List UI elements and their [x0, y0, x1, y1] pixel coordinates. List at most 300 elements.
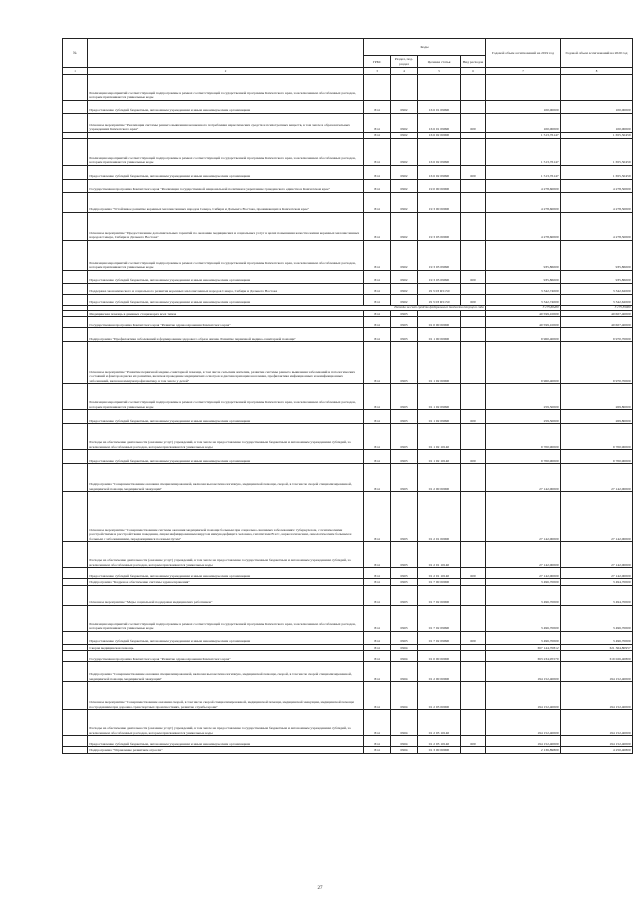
row-name-cell: Основное мероприятие "Развитие первичной медико-санитарной помощи, в том числе сельским жителям, развитие системы раннего выявления заболеваний и патологических состояний и факторов риска их развития, включая проведение медицинских осмотров и диспансеризации населения, профилактика инфекционных и неинфекционных заболеваний, включая иммунопрофилактику, в том числе у детей" — [88, 342, 364, 384]
table-row — [63, 271, 633, 284]
table-row — [63, 193, 633, 213]
table-row — [63, 410, 633, 424]
row-grbs-cell: 814 — [364, 464, 391, 492]
col-grbs-header: ГРБС — [364, 56, 391, 68]
row-number-cell — [63, 424, 88, 450]
row-section-cell: 0904 — [391, 644, 418, 650]
row-section-cell: 0903 — [391, 631, 418, 644]
table-row — [63, 424, 633, 450]
row-grbs-cell: 814 — [364, 410, 391, 424]
row-target-cell: 01 1 02 09990 — [418, 384, 461, 410]
row-section-cell: 0903 — [391, 542, 418, 568]
row-2020-cell: 3 494,70000 — [561, 585, 633, 605]
row-vr-cell — [461, 662, 486, 682]
row-name-cell: Предоставление субсидий бюджетным, автономным учреждениям и иным некоммерческим организациям — [88, 166, 364, 180]
row-2019-cell: 2 136,89800 — [486, 747, 561, 753]
row-name-cell: Подпрограмма "Кадровое обеспечение системы здравоохранения" — [88, 579, 364, 585]
row-section-cell: 0903 — [391, 492, 418, 542]
row-name-cell: Подпрограмма "Совершенствование оказания специализированной, включая высокотехнологичную, медицинской помощи, скорой, в том числе скорой специализированной, медицинской помощи, медицинской эвакуации" — [88, 662, 364, 682]
row-2020-cell: 27 142,00000 — [561, 492, 633, 542]
row-name-cell: Расходы на обеспечение деятельности (оказание услуг) учреждений, в том числе на предоставление государственным бюджетным и автономным учреждениям субсидий, за исключением обособленных расходов, которым присваиваются уникальные коды — [88, 542, 364, 568]
row-2019-cell: 194 152,40000 — [486, 710, 561, 736]
table-row — [63, 682, 633, 710]
row-grbs-cell: 814 — [364, 651, 391, 662]
row-vr-cell — [461, 710, 486, 736]
row-vr-cell — [461, 542, 486, 568]
row-2020-cell: 27 142,00000 — [561, 568, 633, 579]
row-2019-cell: 9 700,90000 — [486, 450, 561, 464]
row-section-cell: 0902 — [391, 180, 418, 193]
table-row — [63, 384, 633, 410]
row-section-cell: 0903 — [391, 410, 418, 424]
row-name-cell: Государственная программа Камчатского края "Развитие здравоохранения Камчатского края" — [88, 651, 364, 662]
column-index: 4 — [391, 68, 418, 74]
column-index: 6 — [461, 68, 486, 74]
row-2020-cell: 3 342,62000 — [561, 295, 633, 306]
row-number-cell — [63, 662, 88, 682]
row-section-cell: 0903 — [391, 579, 418, 585]
row-name-cell: Реализация мероприятий соответствующей подпрограммы в рамках соответствующей государственной программы Камчатского края, за исключением обособленных расходов, которым присваиваются уникальные коды — [88, 74, 364, 100]
table-row — [63, 450, 633, 464]
row-2020-cell: 27 142,00000 — [561, 542, 633, 568]
row-vr-cell: 600 — [461, 295, 486, 306]
row-name-cell: Подпрограмма "Совершенствование оказания специализированной, включая высокотехнологичную, медицинской помощи, скорой, в том числе скорой специализированной, медицинской помощи, медицинской эвакуации" — [88, 464, 364, 492]
row-target-cell: 01 7 02 09990 — [418, 605, 461, 631]
row-2020-cell: 935,86000 — [561, 271, 633, 284]
row-section-cell: 0903 — [391, 424, 418, 450]
row-vr-cell: 600 — [461, 410, 486, 424]
row-grbs-cell: 814 — [364, 328, 391, 342]
table-row — [63, 651, 633, 662]
row-name-cell: Предоставление субсидий бюджетным, автономным учреждениям и иным некоммерческим организациям — [88, 568, 364, 579]
row-target-cell: 19 3 03 R5150 — [418, 295, 461, 306]
row-vr-cell — [461, 605, 486, 631]
row-section-cell — [391, 74, 418, 100]
row-target-cell: 01 2 00 00000 — [418, 464, 461, 492]
table-row — [63, 317, 633, 328]
row-2019-cell: 1 513,76147 — [486, 139, 561, 166]
note-2020-cell: 3 175,39900 — [561, 306, 633, 311]
row-name-cell: Медицинская помощь в дневных стационарах всех типов — [88, 310, 364, 316]
row-grbs-cell: 814 — [364, 295, 391, 306]
row-2019-cell: 100,00000 — [486, 113, 561, 132]
row-number-cell — [63, 464, 88, 492]
budget-table — [62, 38, 633, 754]
table-row — [63, 747, 633, 753]
row-vr-cell — [461, 317, 486, 328]
row-grbs-cell: 814 — [364, 113, 391, 132]
row-2019-cell: 27 142,00000 — [486, 568, 561, 579]
row-section-cell: 0902 — [391, 132, 418, 138]
row-section-cell: 0903 — [391, 328, 418, 342]
row-vr-cell — [461, 74, 486, 100]
row-target-cell: 01 1 02 00000 — [418, 342, 461, 384]
row-2019-cell: 1 513,76147 — [486, 132, 561, 138]
row-name-cell: Основное мероприятие "Предоставление дополнительных гарантий по оказанию медицинских и социальных услуг в целях повышения качества жизни коренных малочисленных народов Севера, Сибири и Дальнего Востока" — [88, 213, 364, 241]
row-number-cell — [63, 180, 88, 193]
row-target-cell: 16 6 02 00000 — [418, 132, 461, 138]
row-vr-cell — [461, 492, 486, 542]
row-number-cell — [63, 328, 88, 342]
row-name-cell: Реализация мероприятий соответствующей подпрограммы в рамках соответствующей государственной программы Камчатского края, за исключением обособленных расходов, которым присваиваются уникальные коды — [88, 139, 364, 166]
row-vr-cell: 600 — [461, 113, 486, 132]
row-number-cell — [63, 585, 88, 605]
row-number-cell — [63, 631, 88, 644]
row-name-cell: Предоставление субсидий бюджетным, автономным учреждениям и иным некоммерческим организациям — [88, 295, 364, 306]
row-grbs-cell: 814 — [364, 166, 391, 180]
row-section-cell: 0903 — [391, 585, 418, 605]
col-target-header: Целевая статья — [418, 56, 461, 68]
row-target-cell: 01 7 02 09990 — [418, 631, 461, 644]
row-target-cell: 19 3 03 09990 — [418, 241, 461, 271]
row-vr-cell — [461, 585, 486, 605]
table-row — [63, 342, 633, 384]
row-target-cell: 01 2 00 00000 — [418, 662, 461, 682]
row-grbs-cell: 814 — [364, 605, 391, 631]
row-vr-cell — [461, 284, 486, 295]
row-vr-cell — [461, 241, 486, 271]
row-name-cell: Основное мероприятие "Меры социальной поддержки медицинских работников" — [88, 585, 364, 605]
row-grbs-cell: 814 — [364, 736, 391, 747]
row-2020-cell: 1 655,50459 — [561, 139, 633, 166]
row-name-cell: Скорая медицинская помощь — [88, 644, 364, 650]
row-target-cell: 19 3 03 09990 — [418, 271, 461, 284]
row-vr-cell: 600 — [461, 450, 486, 464]
row-2020-cell: 194 152,40000 — [561, 736, 633, 747]
row-number-cell — [63, 384, 88, 410]
row-grbs-cell: 814 — [364, 542, 391, 568]
row-number-cell — [63, 271, 88, 284]
row-2020-cell: 100,00000 — [561, 113, 633, 132]
row-target-cell: 01 1 00 00000 — [418, 328, 461, 342]
row-2019-cell: 194 152,40000 — [486, 662, 561, 682]
codes-group-header: Коды — [364, 39, 486, 56]
row-2019-cell: 1 513,76147 — [486, 166, 561, 180]
row-target-cell: 01 2 01 10140 — [418, 542, 461, 568]
row-vr-cell — [461, 139, 486, 166]
row-name-cell: Расходы на обеспечение деятельности (оказание услуг) учреждений, в том числе на предоставление государственным бюджетным и автономным учреждениям субсидий, за исключением обособленных расходов, которым присваиваются уникальные коды — [88, 424, 364, 450]
header-row — [63, 39, 633, 56]
row-2019-cell: 259,50000 — [486, 384, 561, 410]
row-section-cell: 0903 — [391, 450, 418, 464]
page-number: 27 — [317, 886, 323, 891]
row-target-cell: 16 6 02 09990 — [418, 166, 461, 180]
row-2020-cell: 194 152,40000 — [561, 710, 633, 736]
row-2020-cell: 194 152,40000 — [561, 662, 633, 682]
row-2019-cell: 3 496,70000 — [486, 579, 561, 585]
row-2019-cell: 40 599,10000 — [486, 310, 561, 316]
row-2020-cell — [561, 74, 633, 100]
row-2019-cell: 194 152,40000 — [486, 682, 561, 710]
row-grbs-cell: 814 — [364, 193, 391, 213]
row-grbs-cell: 814 — [364, 100, 391, 113]
row-2020-cell: 9 700,90000 — [561, 424, 633, 450]
row-2019-cell: 3 342,74000 — [486, 284, 561, 295]
row-2020-cell: 4 250,40800 — [561, 747, 633, 753]
row-name-cell: Реализация мероприятий соответствующей подпрограммы в рамках соответствующей государственной программы Камчатского края, за исключением обособленных расходов, которым присваиваются уникальные коды — [88, 384, 364, 410]
row-name-cell: Предоставление субсидий бюджетным, автономным учреждениям и иным некоммерческим организациям — [88, 450, 364, 464]
table-row — [63, 328, 633, 342]
row-target-cell: 01 2 01 00000 — [418, 492, 461, 542]
row-grbs-cell — [364, 74, 391, 100]
row-vr-cell: 600 — [461, 166, 486, 180]
row-section-cell: 0903 — [391, 605, 418, 631]
column-index: 3 — [364, 68, 391, 74]
row-grbs-cell: 814 — [364, 132, 391, 138]
column-index: 7 — [486, 68, 561, 74]
table-row — [63, 585, 633, 605]
row-vr-cell — [461, 424, 486, 450]
row-number-cell — [63, 605, 88, 631]
row-grbs-cell: 814 — [364, 747, 391, 753]
row-2019-cell: 3 496,70000 — [486, 585, 561, 605]
row-2019-cell: 3 496,70000 — [486, 631, 561, 644]
note-text-cell: Расходы за счет средств федерального бюджета текущего года — [88, 306, 486, 311]
row-section-cell: 0903 — [391, 568, 418, 579]
row-name-cell: Предоставление субсидий бюджетным, автономным учреждениям и иным некоммерческим организациям — [88, 410, 364, 424]
row-2020-cell: 321 364,80957 — [561, 644, 633, 650]
row-vr-cell — [461, 384, 486, 410]
col-number-header: № — [63, 39, 88, 68]
table-row — [63, 492, 633, 542]
row-2019-cell: 259,50000 — [486, 410, 561, 424]
row-number-cell — [63, 166, 88, 180]
row-2020-cell: 9 970,70000 — [561, 328, 633, 342]
row-number-cell — [63, 317, 88, 328]
column-index: 5 — [418, 68, 461, 74]
row-vr-cell: 600 — [461, 568, 486, 579]
row-grbs-cell: 814 — [364, 342, 391, 384]
note-2019-cell: 3 175,60400 — [486, 306, 561, 311]
row-section-cell: 0903 — [391, 310, 418, 316]
row-grbs-cell: 814 — [364, 310, 391, 316]
row-2020-cell: 4 278,50000 — [561, 193, 633, 213]
row-2020-cell: 9 970,70000 — [561, 342, 633, 384]
row-target-cell: 16 6 02 09990 — [418, 139, 461, 166]
row-grbs-cell: 814 — [364, 568, 391, 579]
row-section-cell: 0902 — [391, 271, 418, 284]
row-target-cell: 01 0 00 00000 — [418, 651, 461, 662]
row-2020-cell: 40 607,40000 — [561, 310, 633, 316]
row-section-cell: 0902 — [391, 284, 418, 295]
row-number-cell — [63, 682, 88, 710]
table-row — [63, 568, 633, 579]
table-row — [63, 295, 633, 306]
row-section-cell: 0903 — [391, 342, 418, 384]
row-number-cell — [63, 241, 88, 271]
row-2019-cell: 27 142,00000 — [486, 464, 561, 492]
row-section-cell: 0902 — [391, 193, 418, 213]
row-vr-cell — [461, 651, 486, 662]
table-row — [63, 180, 633, 193]
row-vr-cell — [461, 328, 486, 342]
row-2020-cell: 269,80000 — [561, 410, 633, 424]
row-target-cell: 01 7 02 00000 — [418, 585, 461, 605]
row-name-cell: Основное мероприятие "Совершенствование системы оказания медицинской помощи больным при социально-значимых заболеваниях: туберкулезом, с психическими расстройствами и расстройствами поведения, лицам инфицированным вирусом иммунодефицита человека, гепатитами В и С, наркологическим, онкологическим больным и больным с заболеваниями, передающимися половым путем" — [88, 492, 364, 542]
row-target-cell: 01 3 00 00000 — [418, 747, 461, 753]
row-section-cell: 0904 — [391, 736, 418, 747]
row-vr-cell — [461, 747, 486, 753]
row-target-cell: 01 0 00 00000 — [418, 317, 461, 328]
row-vr-cell — [461, 180, 486, 193]
row-2019-cell: 27 142,00000 — [486, 542, 561, 568]
row-section-cell: 0902 — [391, 139, 418, 166]
row-number-cell — [63, 342, 88, 384]
row-grbs-cell: 814 — [364, 213, 391, 241]
row-name-cell: Подпрограмма "Управление развитием отрасли" — [88, 747, 364, 753]
row-section-cell: 0902 — [391, 241, 418, 271]
col-name-header — [88, 39, 364, 68]
row-number-cell — [63, 193, 88, 213]
row-target-cell: 01 1 02 09990 — [418, 410, 461, 424]
row-name-cell: Государственная программа Камчатского края "Развитие здравоохранения Камчатского края" — [88, 317, 364, 328]
column-index: 1 — [63, 68, 88, 74]
row-section-cell: 0904 — [391, 710, 418, 736]
row-number-cell — [63, 542, 88, 568]
row-grbs-cell: 814 — [364, 450, 391, 464]
row-target-cell: 01 2 03 10140 — [418, 710, 461, 736]
row-2020-cell: 1 655,50459 — [561, 166, 633, 180]
row-section-cell: 0903 — [391, 464, 418, 492]
row-vr-cell — [461, 342, 486, 384]
row-2019-cell: 935,86000 — [486, 271, 561, 284]
row-name-cell: Предоставление субсидий бюджетным, автономным учреждениям и иным некоммерческим организациям — [88, 100, 364, 113]
row-2019-cell — [486, 74, 561, 100]
table-row — [63, 166, 633, 180]
row-2019-cell: 4 278,60000 — [486, 213, 561, 241]
row-2020-cell: 319 026,40800 — [561, 651, 633, 662]
table-row — [63, 631, 633, 644]
row-section-cell: 0902 — [391, 295, 418, 306]
row-name-cell: Расходы на обеспечение деятельности (оказание услуг) учреждений, в том числе на предоставление государственным бюджетным и автономным учреждениям субсидий, за исключением обособленных расходов, которым присваиваются уникальные коды — [88, 710, 364, 736]
row-target-cell: 19 0 00 00000 — [418, 180, 461, 193]
row-name-cell: Основное мероприятие "Реализация системы раннего выявления незаконного потребления наркотических средств и психотропных веществ, в том числе в образовательных учреждениях Камчатского края" — [88, 113, 364, 132]
row-grbs-cell: 814 — [364, 384, 391, 410]
table-row — [63, 710, 633, 736]
row-number-cell — [63, 651, 88, 662]
row-vr-cell: 600 — [461, 631, 486, 644]
table-row — [63, 662, 633, 682]
row-number-cell — [63, 74, 88, 100]
row-vr-cell: 600 — [461, 736, 486, 747]
row-target-cell: 01 2 03 00000 — [418, 682, 461, 710]
row-grbs-cell: 814 — [364, 492, 391, 542]
row-grbs-cell: 814 — [364, 579, 391, 585]
row-section-cell: 0904 — [391, 682, 418, 710]
col-section-header: Раздел, под-раздел — [391, 56, 418, 68]
row-2020-cell: 100,00000 — [561, 100, 633, 113]
row-number-cell — [63, 213, 88, 241]
row-name-cell: Предоставление субсидий бюджетным, автономным учреждениям и иным некоммерческим организациям — [88, 631, 364, 644]
row-grbs-cell: 814 — [364, 284, 391, 295]
row-grbs-cell: 814 — [364, 139, 391, 166]
row-number-cell — [63, 747, 88, 753]
row-target-cell: 01 2 03 10140 — [418, 736, 461, 747]
row-section-cell: 0903 — [391, 384, 418, 410]
row-grbs-cell: 814 — [364, 424, 391, 450]
row-target-cell: 01 2 01 10140 — [418, 568, 461, 579]
row-2019-cell: 194 152,40000 — [486, 736, 561, 747]
row-target-cell: 19 3 03 00000 — [418, 213, 461, 241]
row-grbs-cell: 814 — [364, 644, 391, 650]
row-2019-cell: 3 496,70000 — [486, 605, 561, 631]
row-vr-cell — [461, 193, 486, 213]
row-section-cell: 0902 — [391, 166, 418, 180]
row-2020-cell: 269,80000 — [561, 384, 633, 410]
row-number-cell — [63, 139, 88, 166]
row-2019-cell: 40 599,10000 — [486, 317, 561, 328]
table-row — [63, 74, 633, 100]
row-grbs-cell: 814 — [364, 682, 391, 710]
row-target-cell: 01 7 00 00000 — [418, 579, 461, 585]
row-vr-cell — [461, 682, 486, 710]
row-grbs-cell: 814 — [364, 271, 391, 284]
row-2020-cell: 935,86000 — [561, 241, 633, 271]
row-2019-cell: 9 960,40000 — [486, 342, 561, 384]
table-row — [63, 605, 633, 631]
row-grbs-cell: 814 — [364, 631, 391, 644]
column-index: 8 — [561, 68, 633, 74]
row-2019-cell: 4 278,60000 — [486, 193, 561, 213]
row-2020-cell: 27 142,00000 — [561, 464, 633, 492]
row-2020-cell: 1 655,50459 — [561, 132, 633, 138]
row-2020-cell: 3 494,70000 — [561, 579, 633, 585]
row-2019-cell: 100,00000 — [486, 100, 561, 113]
row-target-cell: 01 1 02 10140 — [418, 424, 461, 450]
table-row — [63, 542, 633, 568]
row-grbs-cell: 814 — [364, 241, 391, 271]
row-number-cell — [63, 450, 88, 464]
row-name-cell: Подпрограмма "Профилактика заболеваний и формирование здорового образа жизни. Развитие первичной медико-санитарной помощи" — [88, 328, 364, 342]
row-target-cell — [418, 74, 461, 100]
row-section-cell: 0904 — [391, 662, 418, 682]
table-row — [63, 100, 633, 113]
row-name-cell: Предоставление субсидий бюджетным, автономным учреждениям и иным некоммерческим организациям — [88, 271, 364, 284]
row-section-cell: 0904 — [391, 651, 418, 662]
row-target-cell: 16 6 01 09990 — [418, 100, 461, 113]
row-number-cell — [63, 736, 88, 747]
row-2020-cell: 40 607,40000 — [561, 317, 633, 328]
row-number-cell — [63, 284, 88, 295]
row-grbs-cell: 814 — [364, 180, 391, 193]
row-vr-cell: 600 — [461, 271, 486, 284]
row-number-cell — [63, 710, 88, 736]
row-number-cell — [63, 100, 88, 113]
row-number-cell — [63, 492, 88, 542]
table-row — [63, 241, 633, 271]
row-target-cell: 01 1 02 10140 — [418, 450, 461, 464]
table-row — [63, 464, 633, 492]
row-2019-cell: 4 278,60000 — [486, 180, 561, 193]
row-number-cell — [63, 410, 88, 424]
col-vr-header: Вид расходов — [461, 56, 486, 68]
table-row — [63, 284, 633, 295]
table-row — [63, 139, 633, 166]
row-section-cell: 0903 — [391, 317, 418, 328]
table-row — [63, 113, 633, 132]
col-2019-header: Годовой объем ассигнований на 2019 год — [486, 39, 561, 68]
col-2020-header: Годовой объем ассигнований на 2020 год — [561, 39, 633, 68]
row-grbs-cell: 814 — [364, 585, 391, 605]
row-name-cell: Реализация мероприятий соответствующей подпрограммы в рамках соответствующей государственной программы Камчатского края, за исключением обособленных расходов, которым присваиваются уникальные коды — [88, 605, 364, 631]
row-2019-cell: 27 142,00000 — [486, 492, 561, 542]
row-2019-cell: 363 234,95570 — [486, 651, 561, 662]
row-2019-cell: 3 342,74000 — [486, 295, 561, 306]
row-grbs-cell: 814 — [364, 710, 391, 736]
row-2020-cell: 194 152,40000 — [561, 682, 633, 710]
row-vr-cell — [461, 464, 486, 492]
row-name-cell: Государственная программа Камчатского края "Реализация государственной национальной политики и укрепление гражданского единства в Камчатском крае" — [88, 180, 364, 193]
